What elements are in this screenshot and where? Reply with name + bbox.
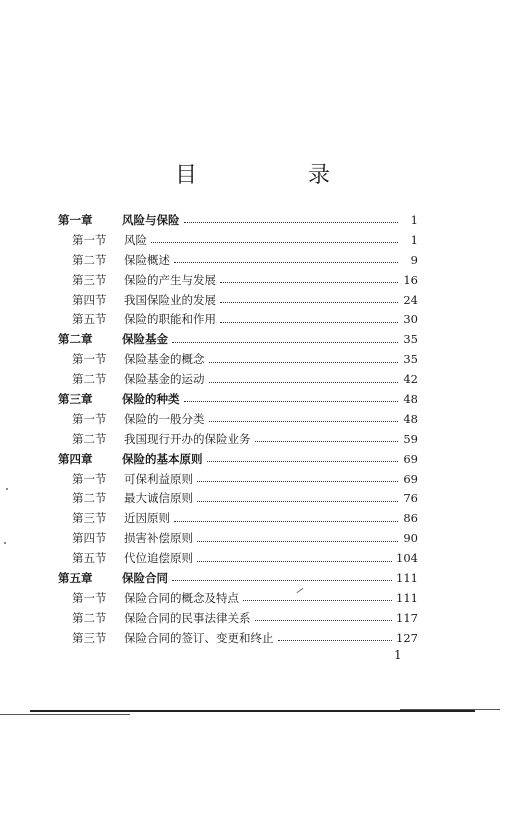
toc-leader-dots (209, 382, 399, 383)
toc-entry-title: 保险基金 (122, 332, 168, 347)
toc-entry-label: 第一节 (72, 352, 107, 367)
toc-entry-page: 104 (396, 551, 418, 566)
toc-entry-title: 保险的基本原则 (122, 451, 203, 466)
toc-leader-dots (197, 541, 398, 542)
toc-leader-dots (209, 362, 399, 363)
toc-leader-dots (172, 342, 398, 343)
toc-entry-title: 风险与保险 (122, 212, 180, 227)
toc-entry-title: 保险合同的签订、变更和终止 (124, 630, 274, 645)
toc-entry-page: 59 (403, 431, 418, 446)
toc-section-row (58, 548, 418, 568)
toc-entry-title: 风险 (124, 232, 147, 247)
toc-entry-title: 近因原则 (124, 511, 170, 526)
toc-section-row (58, 528, 418, 548)
toc-entry-label: 第三节 (72, 272, 107, 287)
toc-section-row (58, 309, 418, 329)
page-title: 目 录 (175, 163, 382, 188)
toc-entry-page: 24 (403, 292, 418, 307)
toc-entry-title: 可保利益原则 (124, 471, 193, 486)
toc-entry-page: 1 (410, 232, 418, 247)
toc-section-row (58, 230, 418, 250)
toc-entry-page: 42 (403, 372, 418, 387)
toc-leader-dots (220, 282, 398, 283)
toc-entry-title: 保险基金的运动 (124, 372, 205, 387)
toc-leader-dots (184, 222, 399, 223)
toc-entry-label: 第一节 (72, 411, 107, 426)
toc-entry-label: 第五章 (58, 570, 93, 585)
toc-leader-dots (278, 640, 393, 641)
toc-chapter-row (58, 568, 418, 588)
toc-entry-label: 第一节 (72, 232, 107, 247)
bottom-rule-left (0, 714, 130, 715)
toc-entry-page: 48 (403, 391, 418, 406)
toc-entry-title: 保险合同的民事法律关系 (124, 610, 251, 625)
toc-entry-label: 第五节 (72, 551, 107, 566)
toc-section-row (58, 469, 418, 489)
toc-entry-label: 第三节 (72, 630, 107, 645)
toc-section-row (58, 488, 418, 508)
toc-entry-title: 我国现行开办的保险业务 (124, 431, 251, 446)
toc-entry-label: 第四节 (72, 531, 107, 546)
toc-entry-title: 保险的种类 (122, 391, 180, 406)
toc-entry-label: 第二节 (72, 372, 107, 387)
toc-entry-label: 第一章 (58, 212, 93, 227)
scan-speck (6, 488, 8, 490)
toc-chapter-row (58, 329, 418, 349)
toc-chapter-row (58, 389, 418, 409)
toc-section-row (58, 588, 418, 608)
toc-entry-title: 保险的一般分类 (124, 411, 205, 426)
toc-section-row (58, 429, 418, 449)
toc-entry-page: 16 (403, 272, 418, 287)
page-number: 1 (394, 648, 402, 662)
toc-section-row (58, 369, 418, 389)
toc-entry-label: 第四节 (72, 292, 107, 307)
toc-entry-page: 69 (403, 451, 418, 466)
toc-entry-title: 保险基金的概念 (124, 352, 205, 367)
toc-section-row (58, 608, 418, 628)
toc-leader-dots (151, 242, 398, 243)
toc-entry-label: 第三节 (72, 511, 107, 526)
toc-entry-page: 30 (403, 312, 418, 327)
toc-leader-dots (209, 421, 399, 422)
toc-entry-page: 86 (403, 511, 418, 526)
toc-section-row (58, 508, 418, 528)
toc-entry-page: 76 (403, 491, 418, 506)
toc-leader-dots (174, 262, 398, 263)
toc-entry-title: 保险的产生与发展 (124, 272, 216, 287)
bottom-rule (30, 710, 475, 712)
toc-entry-page: 127 (396, 630, 418, 645)
table-of-contents (58, 210, 418, 648)
toc-entry-title: 保险合同的概念及特点 (124, 590, 239, 605)
toc-entry-page: 1 (410, 212, 418, 227)
toc-leader-dots (220, 302, 398, 303)
toc-entry-title: 代位追偿原则 (124, 551, 193, 566)
toc-entry-title: 损害补偿原则 (124, 531, 193, 546)
toc-chapter-row (58, 210, 418, 230)
toc-entry-title: 保险合同 (122, 570, 168, 585)
toc-leader-dots (255, 441, 399, 442)
toc-entry-page: 111 (396, 570, 418, 585)
toc-entry-page: 117 (396, 610, 418, 625)
toc-section-row (58, 349, 418, 369)
toc-leader-dots (197, 501, 398, 502)
toc-entry-label: 第二节 (72, 610, 107, 625)
toc-entry-page: 35 (403, 352, 418, 367)
toc-section-row (58, 628, 418, 648)
toc-leader-dots (197, 481, 398, 482)
toc-entry-page: 35 (403, 332, 418, 347)
toc-entry-page: 69 (403, 471, 418, 486)
toc-leader-dots (174, 521, 398, 522)
toc-entry-label: 第四章 (58, 451, 93, 466)
scan-speck (4, 542, 6, 544)
toc-section-row (58, 250, 418, 270)
toc-entry-label: 第二节 (72, 431, 107, 446)
toc-entry-page: 9 (410, 252, 418, 267)
toc-entry-title: 保险的职能和作用 (124, 312, 216, 327)
toc-entry-label: 第二章 (58, 332, 93, 347)
toc-entry-label: 第五节 (72, 312, 107, 327)
toc-entry-label: 第一节 (72, 471, 107, 486)
toc-leader-dots (255, 620, 393, 621)
toc-entry-title: 我国保险业的发展 (124, 292, 216, 307)
toc-entry-title: 保险概述 (124, 252, 170, 267)
toc-section-row (58, 270, 418, 290)
toc-entry-page: 111 (396, 590, 418, 605)
toc-entry-label: 第三章 (58, 391, 93, 406)
toc-leader-dots (243, 600, 392, 601)
toc-leader-dots (207, 461, 399, 462)
toc-entry-label: 第一节 (72, 590, 107, 605)
toc-section-row (58, 290, 418, 310)
toc-entry-label: 第二节 (72, 491, 107, 506)
toc-chapter-row (58, 449, 418, 469)
toc-leader-dots (197, 561, 392, 562)
toc-entry-page: 48 (403, 411, 418, 426)
toc-leader-dots (172, 580, 392, 581)
bottom-rule-right (400, 709, 500, 710)
toc-entry-page: 90 (403, 531, 418, 546)
toc-leader-dots (220, 322, 398, 323)
toc-entry-label: 第二节 (72, 252, 107, 267)
toc-entry-title: 最大诚信原则 (124, 491, 193, 506)
toc-leader-dots (184, 401, 399, 402)
toc-section-row (58, 409, 418, 429)
